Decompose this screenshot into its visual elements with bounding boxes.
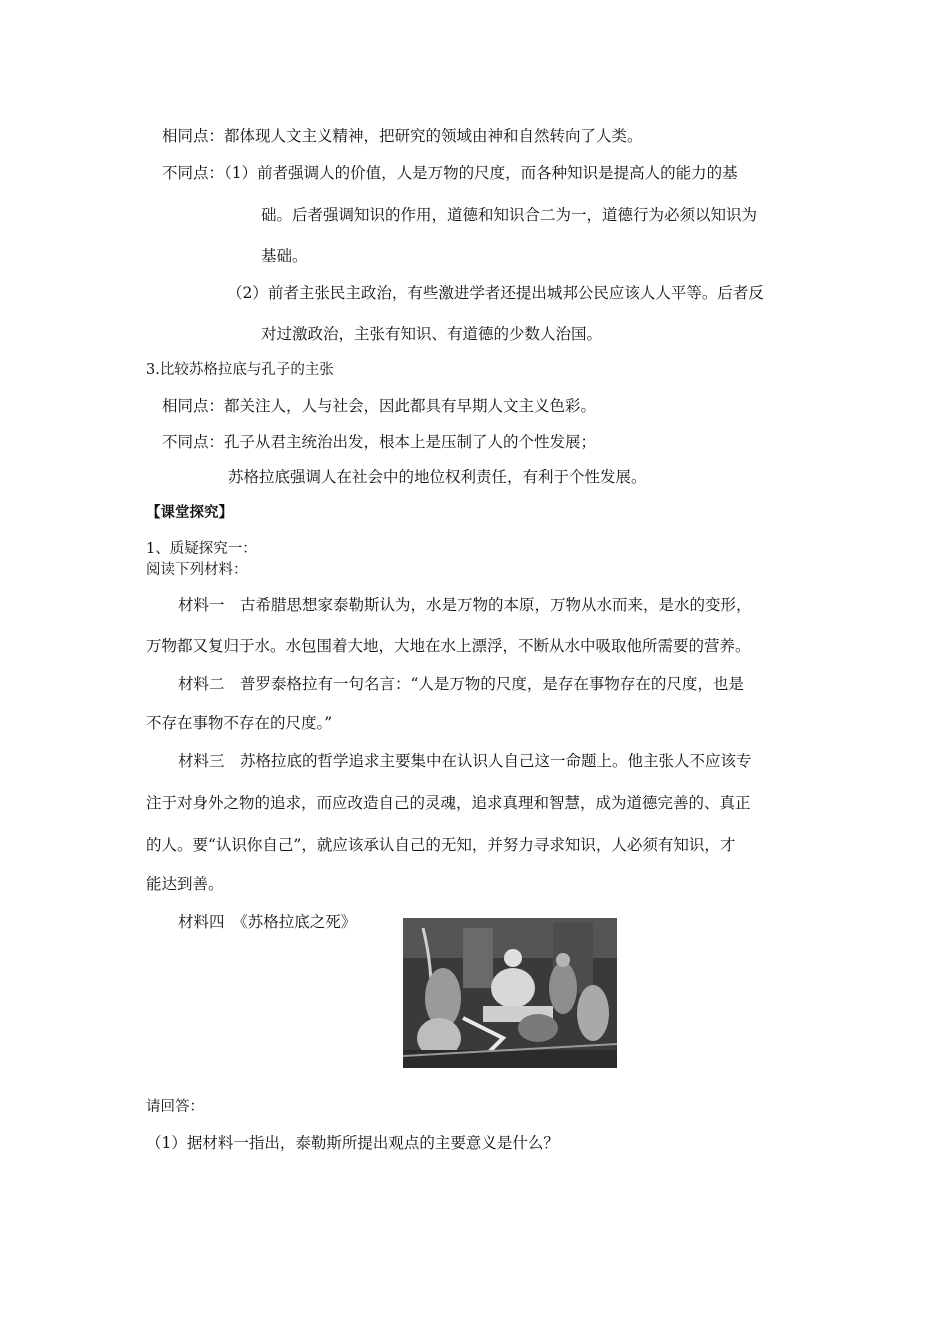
death-of-socrates-image (403, 918, 617, 1068)
diff-point-2: （2）前者主张民主政治，有些激进学者还提出城邦公民应该人人平等。后者反 (227, 284, 764, 302)
diff-point-3-cont: 苏格拉底强调人在社会中的地位权利责任，有利于个性发展。 (228, 468, 647, 486)
material-3-line-4: 能达到善。 (146, 875, 224, 893)
material-3-line-3: 的人。要“认识你自己”，就应该承认自己的无知，并努力寻求知识，人必须有知识，才 (146, 836, 736, 854)
same-point-3: 相同点：都关注人，人与社会，因此都具有早期人文主义色彩。 (162, 397, 597, 415)
explore-title: 【课堂探究】 (146, 504, 233, 521)
question-1: （1）据材料一指出，泰勒斯所提出观点的主要意义是什么？ (146, 1134, 559, 1152)
material-4-caption: 材料四 《苏格拉底之死》 (178, 913, 357, 931)
explore-item-1: 1、质疑探究一： (146, 541, 257, 557)
answer-prompt: 请回答： (146, 1099, 204, 1115)
material-1-line-1: 材料一 古希腊思想家泰勒斯认为，水是万物的本原，万物从水而来，是水的变形， (178, 596, 752, 614)
diff-point-1: 不同点：（1）前者强调人的价值，人是万物的尺度，而各种知识是提高人的能力的基 (162, 164, 738, 182)
same-point-1: 相同点：都体现人文主义精神，把研究的领域由神和自然转向了人类。 (162, 127, 643, 145)
diff-point-1-cont2: 基础。 (261, 247, 308, 265)
read-instruction: 阅读下列材料： (146, 562, 248, 578)
diff-point-2-cont: 对过激政治，主张有知识、有道德的少数人治国。 (261, 325, 603, 343)
material-3-line-1: 材料三 苏格拉底的哲学追求主要集中在认识人自己这一命题上。他主张人不应该专 (178, 752, 752, 770)
material-2-line-2: 不存在事物不存在的尺度。” (146, 714, 333, 732)
material-3-line-2: 注于对身外之物的追求，而应改造自己的灵魂，追求真理和智慧，成为道德完善的、真正 (146, 794, 751, 812)
material-2-line-1: 材料二 普罗泰格拉有一句名言：“人是万物的尺度，是存在事物存在的尺度，也是 (178, 675, 744, 693)
section-3-heading: 3.比较苏格拉底与孔子的主张 (146, 362, 334, 378)
diff-point-3: 不同点：孔子从君主统治出发，根本上是压制了人的个性发展； (162, 433, 597, 451)
diff-point-1-cont: 础。后者强调知识的作用，道德和知识合二为一，道德行为必须以知识为 (261, 206, 758, 224)
material-1-line-2: 万物都又复归于水。水包围着大地，大地在水上漂浮，不断从水中吸取他所需要的营养。 (146, 637, 751, 655)
